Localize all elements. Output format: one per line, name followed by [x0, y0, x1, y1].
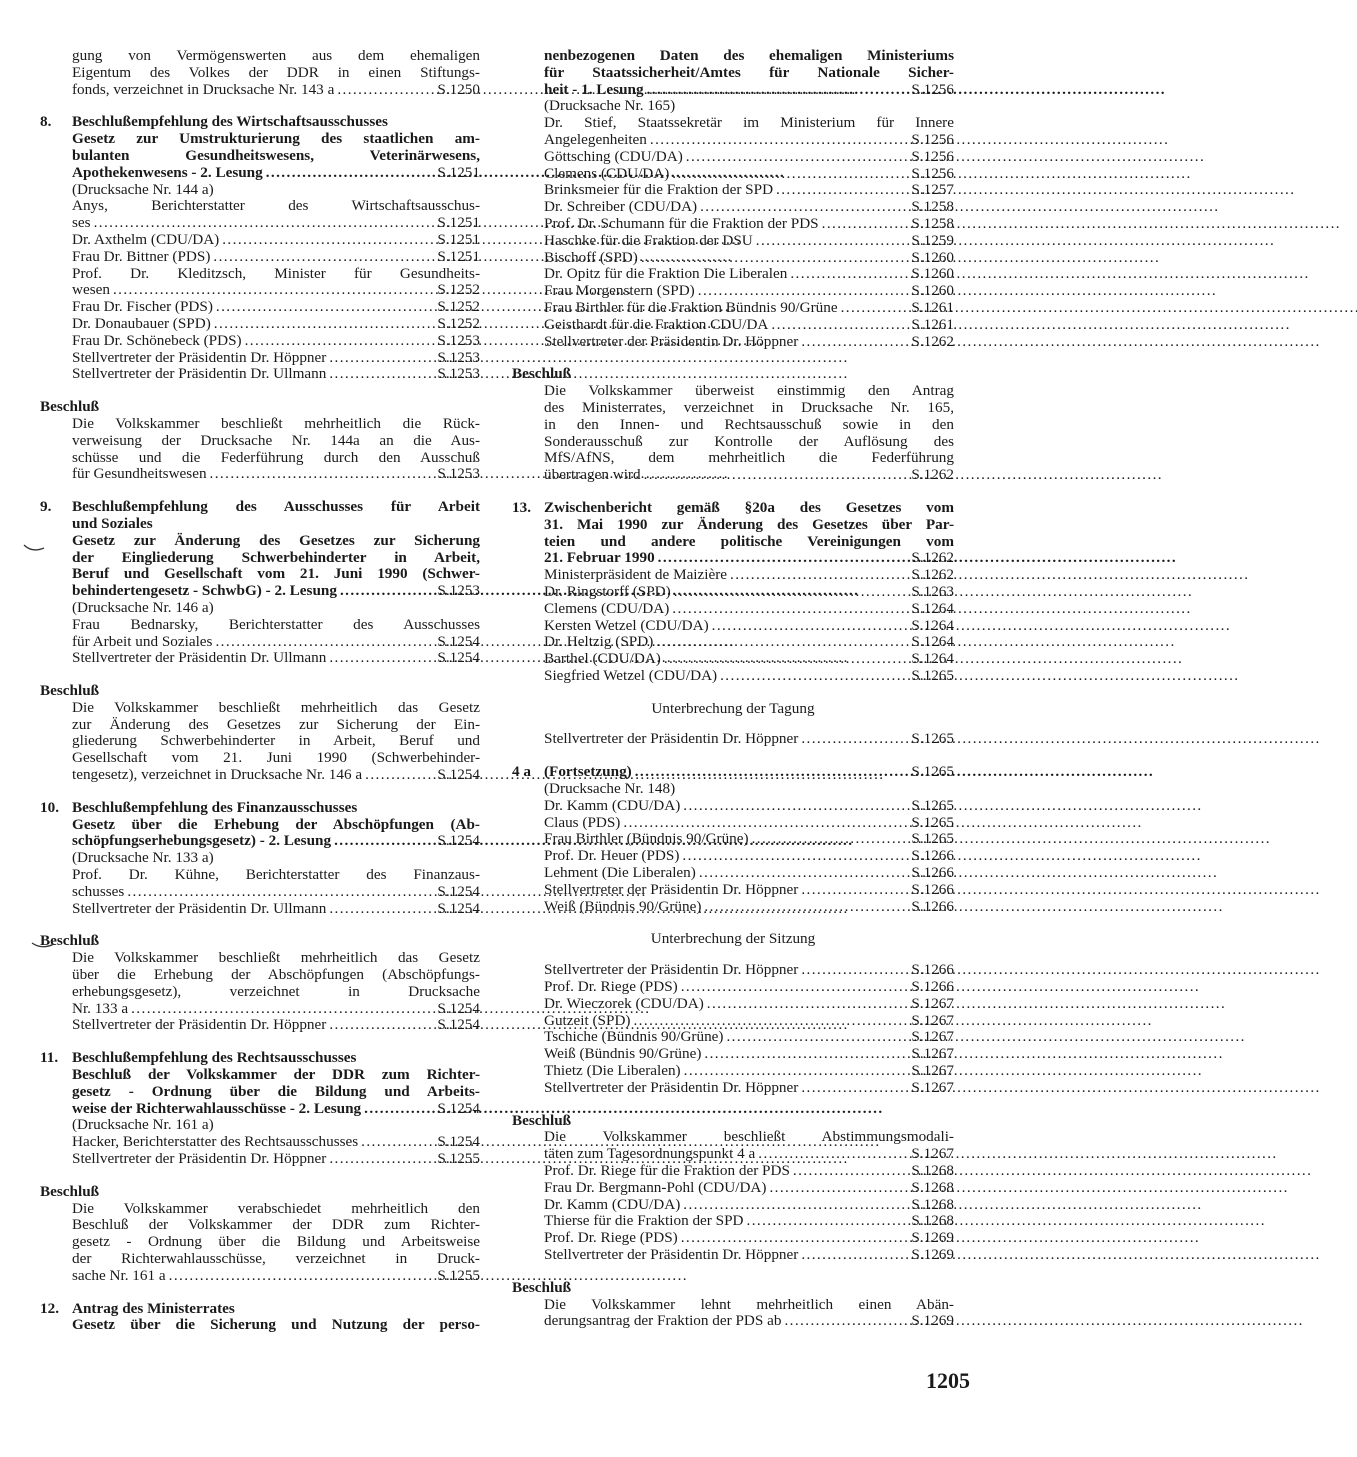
- toc-entry: für Arbeit und Soziales . . . S.1254: [72, 634, 480, 651]
- resolution-heading: Beschluß: [40, 1182, 100, 1200]
- text-line: des Ministerrates, verzeichnet in Drucksache Nr. 165,: [544, 398, 954, 416]
- toc-entry: Frau Birthler für die Fraktion Bündnis 90/Grüne . . . S.1261: [544, 300, 954, 317]
- toc-entry: Frau Birthler (Bündnis 90/Grüne) . . . S.1265: [544, 831, 954, 848]
- text-line: MfS/AfNS, dem mehrheitlich die Federführung: [544, 449, 954, 467]
- item-heading: Beschlußempfehlung des Finanzausschusses: [72, 798, 358, 816]
- toc-entry: Frau Dr. Bittner (PDS) . . . S.1251: [72, 249, 480, 266]
- toc-entry: Apothekenwesens - 2. Lesung . . . S.1251: [72, 165, 480, 182]
- text-line: gung von Vermögenswerten aus dem ehemaligen: [72, 47, 480, 64]
- interruption-heading: Unterbrechung der Tagung: [651, 699, 815, 717]
- text-line: Frau Bednarsky, Berichterstatter des Ausschusses: [72, 615, 480, 633]
- agenda-item-10: [40, 800, 480, 918]
- interruption-block: [544, 731, 954, 748]
- item-heading: nenbezogenen Daten des ehemaligen Ministeriums: [544, 47, 954, 64]
- agenda-item-4a: [512, 764, 954, 915]
- document-reference: (Drucksache Nr. 146 a): [72, 598, 214, 616]
- toc-entry: Thietz (Die Liberalen) . . . S.1267: [544, 1063, 954, 1080]
- text-line: Die Volkskammer beschließt Abstimmungsmodali-: [544, 1128, 954, 1146]
- toc-entry: sache Nr. 161 a . . . S.1255: [72, 1268, 480, 1285]
- toc-entry: täten zum Tagesordnungspunkt 4 a . . . S.1267: [544, 1146, 954, 1163]
- agenda-item-12: [40, 1301, 480, 1335]
- continued-entry: [72, 48, 480, 98]
- document-reference: (Drucksache Nr. 161 a): [72, 1116, 214, 1134]
- text-line: Beschluß der Volkskammer der DDR zum Richter-: [72, 1216, 480, 1234]
- toc-entry: Hacker, Berichterstatter des Rechtsausschusses . . . S.1254: [72, 1134, 480, 1151]
- resolution-heading: Beschluß: [40, 398, 100, 416]
- toc-entry: Frau Morgenstern (SPD) . . . S.1260: [544, 283, 954, 300]
- item-heading: gesetz - Ordnung über die Bildung und Arbeits-: [72, 1082, 480, 1100]
- toc-entry: Frau Dr. Bergmann-Pohl (CDU/DA) . . . S.1268: [544, 1180, 954, 1197]
- resolution-block: [512, 1113, 954, 1264]
- item-heading: Beschlußempfehlung des Wirtschaftsausschusses: [72, 113, 388, 131]
- toc-entry: Stellvertreter der Präsidentin Dr. Höppner . . . S.1267: [544, 1080, 954, 1097]
- toc-entry: 21. Februar 1990 . . . S.1262: [544, 550, 954, 567]
- pen-mark-icon: [30, 937, 56, 953]
- page-number: 1205: [926, 1368, 970, 1393]
- toc-entry: derungsantrag der Fraktion der PDS ab . . . S.1269: [544, 1313, 954, 1330]
- item-heading: für Staatssicherheit/Amtes für Nationale Sicher-: [544, 63, 954, 81]
- text-line: Eigentum des Volkes der DDR in einen Stiftungs-: [72, 63, 480, 81]
- resolution-block: [512, 1280, 954, 1330]
- item-heading: Beschluß der Volkskammer der DDR zum Richter-: [72, 1066, 480, 1084]
- text-line: gliederung Schwerbehinderter in Arbeit, Beruf und: [72, 732, 480, 750]
- item-heading: der Eingliederung Schwerbehinderter in Arbeit,: [72, 548, 480, 566]
- toc-entry: Stellvertreter der Präsidentin Dr. Höppner . . . S.1262: [544, 334, 954, 351]
- resolution-block: [40, 1184, 480, 1285]
- item-number: 10.: [40, 798, 59, 816]
- item-heading: teien und andere politische Vereinigungen vom: [544, 532, 954, 550]
- toc-entry: Thierse für die Fraktion der SPD . . . S.1268: [544, 1213, 954, 1230]
- toc-entry: Geisthardt für die Fraktion CDU/DA . . . S.1261: [544, 317, 954, 334]
- item-heading: Gesetz über die Erhebung der Abschöpfungen (Ab-: [72, 815, 480, 833]
- item-heading: Gesetz zur Umstrukturierung des staatlichen am-: [72, 130, 480, 148]
- text-line: Die Volkskammer überweist einstimmig den Antrag: [544, 382, 954, 400]
- toc-entry: Dr. Opitz für die Fraktion Die Liberalen . . . S.1260: [544, 266, 954, 283]
- document-reference: (Drucksache Nr. 133 a): [72, 849, 214, 867]
- toc-entry: wesen . . . S.1252: [72, 282, 480, 299]
- toc-entry: Bischoff (SPD) . . . S.1260: [544, 250, 954, 267]
- toc-entry: Dr. Heltzig (SPD) . . . S.1264: [544, 634, 954, 651]
- agenda-item-13: [512, 500, 954, 685]
- toc-entry: Dr. Schreiber (CDU/DA) . . . S.1258: [544, 199, 954, 216]
- item-number: 9.: [40, 498, 52, 516]
- toc-entry: Frau Dr. Fischer (PDS) . . . S.1252: [72, 299, 480, 316]
- toc-entry: fonds, verzeichnet in Drucksache Nr. 143 a . . . S.1250: [72, 82, 480, 99]
- toc-entry: Barthel (CDU/DA) . . . S.1264: [544, 651, 954, 668]
- toc-entry: Dr. Kamm (CDU/DA) . . . S.1268: [544, 1197, 954, 1214]
- toc-entry: Dr. Kamm (CDU/DA) . . . S.1265: [544, 798, 954, 815]
- toc-entry: ses . . . S.1251: [72, 215, 480, 232]
- item-heading: Zwischenbericht gemäß §20a des Gesetzes vom: [544, 498, 954, 516]
- item-heading: Beschlußempfehlung des Rechtsausschusses: [72, 1049, 357, 1067]
- toc-entry: Siegfried Wetzel (CDU/DA) . . . S.1265: [544, 668, 954, 685]
- toc-entry: Kersten Wetzel (CDU/DA) . . . S.1264: [544, 618, 954, 635]
- toc-entry: Nr. 133 a . . . S.1254: [72, 1001, 480, 1018]
- text-line: verweisung der Drucksache Nr. 144a an die Aus-: [72, 431, 480, 449]
- interruption-block: [544, 962, 954, 1096]
- item-number: 8.: [40, 113, 52, 131]
- text-line: über die Erhebung der Abschöpfungen (Abschöpfungs-: [72, 966, 480, 984]
- left-column: [40, 48, 480, 1350]
- toc-entry: tengesetz), verzeichnet in Drucksache Nr. 146 a . . . S.1254: [72, 767, 480, 784]
- document-reference: (Drucksache Nr. 165): [544, 97, 676, 115]
- toc-entry: Frau Dr. Schönebeck (PDS) . . . S.1253: [72, 333, 480, 350]
- toc-entry: Brinksmeier für die Fraktion der SPD . . . S.1257: [544, 182, 954, 199]
- toc-entry: Prof. Dr. Schumann für die Fraktion der PDS . . . S.1258: [544, 216, 954, 233]
- agenda-item-12-continued: [544, 48, 954, 350]
- text-line: Die Volkskammer beschließt mehrheitlich das Gesetz: [72, 949, 480, 967]
- item-number: 12.: [40, 1299, 59, 1317]
- toc-entry: Stellvertreter der Präsidentin Dr. Höppner . . . S.1265: [544, 731, 954, 748]
- agenda-item-11: [40, 1050, 480, 1168]
- item-heading: 31. Mai 1990 zur Änderung des Gesetzes über Par-: [544, 515, 954, 533]
- toc-entry: Stellvertreter der Präsidentin Dr. Höppner . . . S.1253: [72, 350, 480, 367]
- text-line: Die Volkskammer beschließt mehrheitlich die Rück-: [72, 414, 480, 432]
- toc-entry: Weiß (Bündnis 90/Grüne) . . . S.1266: [544, 899, 954, 916]
- text-line: erhebungsgesetz), verzeichnet in Drucksache: [72, 982, 480, 1000]
- toc-entry: weise der Richterwahlausschüsse - 2. Lesung . . . S.1254: [72, 1101, 480, 1118]
- text-line: der Richterwahlausschüsse, verzeichnet in Druck-: [72, 1250, 480, 1267]
- agenda-item-8: [40, 114, 480, 383]
- resolution-block: [512, 366, 954, 484]
- resolution-heading: Beschluß: [512, 365, 572, 383]
- text-line: Dr. Stief, Staatssekretär im Ministerium für Innere: [544, 114, 954, 132]
- resolution-heading: Beschluß: [40, 682, 100, 700]
- text-line: schüsse und die Federführung durch den Ausschuß: [72, 448, 480, 466]
- toc-entry: Stellvertreter der Präsidentin Dr. Höppner . . . S.1269: [544, 1247, 954, 1264]
- toc-entry: Stellvertreter der Präsidentin Dr. Höppner . . . S.1266: [544, 962, 954, 979]
- resolution-heading: Beschluß: [512, 1111, 572, 1129]
- toc-entry: Stellvertreter der Präsidentin Dr. Höppner . . . S.1254: [72, 1017, 480, 1034]
- toc-entry: übertragen wird . . . S.1262: [544, 467, 954, 484]
- text-line: Die Volkskammer lehnt mehrheitlich einen Abän-: [544, 1295, 954, 1313]
- toc-entry: schöpfungserhebungsgesetz) - 2. Lesung . . . S.1254: [72, 833, 480, 850]
- toc-entry: Prof. Dr. Heuer (PDS) . . . S.1266: [544, 848, 954, 865]
- toc-entry: Dr. Axthelm (CDU/DA) . . . S.1251: [72, 232, 480, 249]
- resolution-heading: Beschluß: [40, 932, 100, 950]
- toc-entry: Ministerpräsident de Maizière . . . S.1262: [544, 567, 954, 584]
- item-heading: und Soziales: [72, 514, 153, 532]
- text-line: Anys, Berichterstatter des Wirtschaftsausschus-: [72, 197, 480, 215]
- item-heading: Gesetz zur Änderung des Gesetzes zur Sicherung: [72, 531, 480, 549]
- document-reference: (Drucksache Nr. 148): [544, 780, 676, 798]
- document-reference: (Drucksache Nr. 144 a): [72, 180, 214, 198]
- toc-entry: Prof. Dr. Riege (PDS) . . . S.1269: [544, 1230, 954, 1247]
- item-number: 11.: [40, 1049, 59, 1067]
- toc-entry: Prof. Dr. Riege (PDS) . . . S.1266: [544, 979, 954, 996]
- text-line: Prof. Dr. Kleditzsch, Minister für Gesundheits-: [72, 264, 480, 282]
- toc-entry: schusses . . . S.1254: [72, 884, 480, 901]
- toc-entry: heit - 1. Lesung . . . S.1256: [544, 82, 954, 99]
- item-number: 13.: [512, 498, 531, 516]
- item-heading: Beschlußempfehlung des Ausschusses für Arbeit: [72, 498, 480, 516]
- toc-entry: für Gesundheitswesen . . . S.1253: [72, 466, 480, 483]
- item-number: 4 a: [512, 763, 531, 781]
- toc-entry: Dr. Ringstorff (SPD) . . . S.1263: [544, 584, 954, 601]
- toc-entry: Stellvertreter der Präsidentin Dr. Ullmann . . . S.1253: [72, 366, 480, 383]
- toc-entry: Dr. Wieczorek (CDU/DA) . . . S.1267: [544, 996, 954, 1013]
- toc-entry: Claus (PDS) . . . S.1265: [544, 815, 954, 832]
- resolution-block: [40, 933, 480, 1034]
- interruption-heading: Unterbrechung der Sitzung: [650, 930, 816, 948]
- text-line: Prof. Dr. Kühne, Berichterstatter des Finanzaus-: [72, 866, 480, 884]
- item-heading: Antrag des Ministerrates: [72, 1299, 235, 1317]
- toc-entry: Stellvertreter der Präsidentin Dr. Ullmann . . . S.1254: [72, 650, 480, 667]
- item-heading: bulanten Gesundheitswesens, Veterinärwesens,: [72, 146, 480, 164]
- toc-entry: Stellvertreter der Präsidentin Dr. Höppner . . . S.1255: [72, 1151, 480, 1168]
- toc-entry: Gutzeit (SPD) . . . S.1267: [544, 1013, 954, 1030]
- toc-entry: Tschiche (Bündnis 90/Grüne) . . . S.1267: [544, 1029, 954, 1046]
- toc-entry: Dr. Donaubauer (SPD) . . . S.1252: [72, 316, 480, 333]
- toc-entry: Weiß (Bündnis 90/Grüne) . . . S.1267: [544, 1046, 954, 1063]
- item-heading: Beruf und Gesellschaft vom 21. Juni 1990 (Schwer-: [72, 565, 480, 583]
- toc-entry: Clemens (CDU/DA) . . . S.1264: [544, 601, 954, 618]
- resolution-block: [40, 399, 480, 483]
- resolution-heading: Beschluß: [512, 1278, 572, 1296]
- toc-entry: Göttsching (CDU/DA) . . . S.1256: [544, 149, 954, 166]
- toc-entry: Stellvertreter der Präsidentin Dr. Höppner . . . S.1266: [544, 882, 954, 899]
- toc-entry: (Fortsetzung) . . . S.1265: [544, 764, 954, 781]
- item-heading: Gesetz über die Sicherung und Nutzung der perso-: [72, 1316, 480, 1334]
- agenda-item-9: [40, 499, 480, 667]
- toc-entry: Stellvertreter der Präsidentin Dr. Ullmann . . . S.1254: [72, 901, 480, 918]
- toc-entry: Prof. Dr. Riege für die Fraktion der PDS . . . S.1268: [544, 1163, 954, 1180]
- text-line: in den Innen- und Rechtsausschuß sowie in den: [544, 415, 954, 433]
- text-line: Gesellschaft vom 21. Juni 1990 (Schwerbehinder-: [72, 749, 480, 767]
- toc-entry: Lehment (Die Liberalen) . . . S.1266: [544, 865, 954, 882]
- toc-entry: Haschke für die Fraktion der DSU . . . S.1259: [544, 233, 954, 250]
- toc-entry: Clemens (CDU/DA) . . . S.1256: [544, 166, 954, 183]
- text-line: gesetz - Ordnung über die Bildung und Arbeitsweise: [72, 1233, 480, 1251]
- pen-mark-icon: [22, 540, 46, 556]
- resolution-block: [40, 683, 480, 784]
- toc-entry: Angelegenheiten . . . S.1256: [544, 132, 954, 149]
- right-column: [512, 48, 954, 1346]
- text-line: Sonderausschuß zur Kontrolle der Auflösung des: [544, 432, 954, 450]
- text-line: Die Volkskammer verabschiedet mehrheitlich den: [72, 1199, 480, 1217]
- text-line: zur Änderung des Gesetzes zur Sicherung der Ein-: [72, 715, 480, 733]
- text-line: Die Volkskammer beschließt mehrheitlich das Gesetz: [72, 698, 480, 716]
- toc-entry: behindertengesetz - SchwbG) - 2. Lesung . . . S.1253: [72, 583, 480, 600]
